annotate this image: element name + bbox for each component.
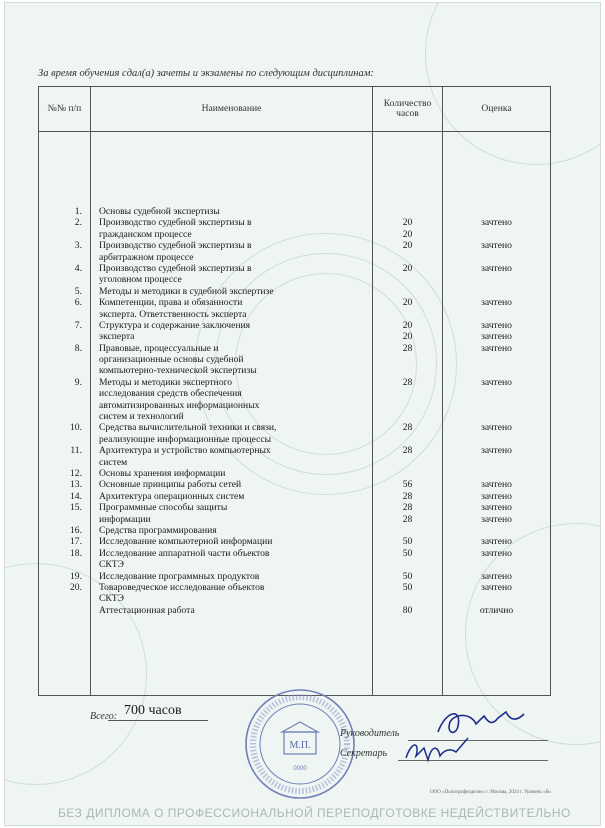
spacer	[39, 252, 90, 263]
grade-cell	[443, 400, 550, 411]
row-number	[39, 605, 90, 616]
hours-cell	[373, 400, 442, 411]
spacer	[39, 388, 90, 399]
row-number: 13.	[70, 479, 82, 491]
spacer	[39, 514, 90, 525]
grade-cell: зачтено	[481, 217, 512, 229]
subject-name: Основы хранения информации	[99, 467, 226, 479]
hours-cell	[373, 252, 442, 263]
hours-cell	[373, 525, 442, 536]
row-number: 19.	[70, 570, 82, 582]
grade-cell: зачтено	[481, 581, 512, 593]
grade-cell	[443, 274, 550, 285]
printer-note: ООО «Полиграфизделие» г. Москва, 2024 г. Уровень «В»	[430, 790, 552, 795]
spacer	[39, 309, 90, 320]
spacer	[39, 365, 90, 376]
subject-name: компьютерно-технической экспертизы	[99, 365, 257, 377]
name-column	[91, 132, 373, 696]
spacer	[39, 274, 90, 285]
header-num: №№ п/п	[39, 87, 91, 132]
row-number: 3.	[74, 240, 82, 252]
spacer	[39, 354, 90, 365]
subject-name: Структура и содержание заключения	[99, 319, 251, 331]
subject-name: реализующие информационные процессы	[99, 433, 272, 445]
grade-cell	[443, 593, 550, 604]
grade-cell: зачтено	[481, 376, 512, 388]
hours-cell: 28	[402, 376, 413, 388]
subject-name: Правовые, процессуальные и	[99, 342, 219, 354]
subject-name: Исследование программных продуктов	[99, 570, 260, 582]
hours-cell	[373, 309, 442, 320]
subject-name: Средства программирования	[99, 524, 217, 536]
hours-cell: 50	[402, 547, 413, 559]
grade-cell: зачтено	[481, 513, 512, 525]
hours-cell: 28	[402, 513, 413, 525]
hours-cell: 28	[402, 445, 413, 457]
hours-cell	[373, 286, 442, 297]
subject-name: Производство судебной экспертизы в	[99, 240, 252, 252]
spacer	[39, 411, 90, 422]
grade-cell	[443, 468, 550, 479]
grade-cell: зачтено	[481, 479, 512, 491]
validity-note: БЕЗ ДИПЛОМА О ПРОФЕССИОНАЛЬНОЙ ПЕРЕПОДГОТОВКЕ НЕДЕЙСТВИТЕЛЬНО	[58, 806, 571, 820]
subject-name: СКТЭ	[99, 593, 124, 605]
subject-name: эксперта. Ответственность эксперта	[99, 308, 247, 320]
subject-name: организационные основы судебной	[99, 354, 244, 366]
subject-name: систем и технологий	[99, 411, 184, 423]
hours-cell: 20	[402, 319, 413, 331]
grade-cell: зачтено	[481, 547, 512, 559]
header-hours: Количество часов	[373, 87, 443, 132]
hours-cell: 50	[402, 581, 413, 593]
secretary-signature	[402, 734, 474, 768]
row-number: 14.	[70, 490, 82, 502]
hours-cell	[373, 206, 442, 217]
subject-name: Методы и методики экспертного	[99, 376, 233, 388]
spacer	[39, 559, 90, 570]
grade-cell: зачтено	[481, 445, 512, 457]
grade-cell	[443, 434, 550, 445]
header-grade: Оценка	[443, 87, 551, 132]
grade-cell: зачтено	[481, 297, 512, 309]
grade-cell: зачтено	[481, 240, 512, 252]
grade-cell: зачтено	[481, 331, 512, 343]
hours-cell	[373, 434, 442, 445]
subject-name: Компетенции, права и обязанности	[99, 297, 243, 309]
hours-cell: 20	[402, 297, 413, 309]
grade-cell	[443, 252, 550, 263]
hours-cell: 20	[402, 240, 413, 252]
hours-cell	[373, 354, 442, 365]
row-number: 4.	[74, 262, 82, 274]
hours-cell: 50	[402, 570, 413, 582]
row-number: 7.	[74, 319, 82, 331]
subject-name: Производство судебной экспертизы в	[99, 262, 252, 274]
grade-cell	[443, 457, 550, 468]
grade-cell: зачтено	[481, 502, 512, 514]
subject-name: Исследование компьютерной информации	[99, 536, 273, 548]
grade-column	[443, 132, 551, 696]
hours-cell: 28	[402, 490, 413, 502]
subject-name: Архитектура операционных систем	[99, 490, 245, 502]
grade-cell: зачтено	[481, 342, 512, 354]
row-number: 9.	[74, 376, 82, 388]
subject-name: информации	[99, 513, 151, 525]
num-column	[39, 132, 91, 696]
hours-cell	[373, 411, 442, 422]
hours-cell	[373, 593, 442, 604]
hours-cell: 56	[402, 479, 413, 491]
total-underline	[108, 720, 208, 721]
hours-cell: 20	[402, 262, 413, 274]
subject-name: автоматизированных информационных	[99, 399, 260, 411]
hours-cell	[373, 388, 442, 399]
hours-cell: 20	[402, 228, 413, 240]
subject-name: Основы судебной экспертизы	[99, 206, 220, 217]
grade-cell: отлично	[479, 604, 514, 616]
subject-name: Программные способы защиты	[99, 502, 228, 514]
spacer	[39, 229, 90, 240]
grade-cell	[443, 229, 550, 240]
row-number: 5.	[74, 285, 82, 297]
row-number: 18.	[70, 547, 82, 559]
subject-name: уголовном процессе	[99, 274, 182, 286]
total-label: Всего:	[90, 711, 118, 722]
grade-cell	[443, 206, 550, 217]
row-number: 6.	[74, 297, 82, 309]
grade-cell	[443, 388, 550, 399]
row-number: 20.	[70, 581, 82, 593]
subject-name: гражданском процессе	[99, 228, 192, 240]
secretary-label: Секретарь	[340, 748, 388, 759]
spacer	[39, 457, 90, 468]
hours-cell: 28	[402, 502, 413, 514]
svg-text:0000: 0000	[293, 766, 307, 772]
hours-cell: 20	[402, 331, 413, 343]
stamp-label: М.П.	[289, 740, 311, 751]
row-number: 11.	[70, 445, 82, 457]
grade-cell	[443, 365, 550, 376]
hours-cell: 28	[402, 342, 413, 354]
hours-cell	[373, 468, 442, 479]
hours-cell	[373, 457, 442, 468]
grade-cell	[443, 354, 550, 365]
hours-cell: 80	[402, 604, 413, 616]
spacer	[39, 434, 90, 445]
grade-cell	[443, 559, 550, 570]
grade-cell: зачтено	[481, 490, 512, 502]
hours-cell: 28	[402, 422, 413, 434]
hours-cell: 50	[402, 536, 413, 548]
grade-cell: зачтено	[481, 319, 512, 331]
row-number: 8.	[74, 342, 82, 354]
grade-cell: зачтено	[481, 422, 512, 434]
subject-name: арбитражном процессе	[99, 251, 194, 263]
seal-stamp	[244, 688, 356, 800]
row-number: 16.	[70, 524, 82, 536]
grades-table	[38, 86, 551, 696]
spacer	[39, 331, 90, 342]
header-name: Наименование	[91, 87, 373, 132]
director-label: Руководитель	[340, 728, 400, 739]
subject-name: Средства вычислительной техники и связи,	[99, 422, 277, 434]
subject-name: эксперта	[99, 331, 135, 343]
subject-name: Основные принципы работы сетей	[99, 479, 242, 491]
row-number: 12.	[70, 467, 82, 479]
grade-cell: зачтено	[481, 536, 512, 548]
row-number: 10.	[70, 422, 82, 434]
hours-column	[373, 132, 443, 696]
grade-cell: зачтено	[481, 570, 512, 582]
total-value: 700 часов	[124, 703, 182, 718]
grade-cell	[443, 309, 550, 320]
grade-cell	[443, 525, 550, 536]
spacer	[39, 593, 90, 604]
subject-name: Аттестационная работа	[99, 604, 195, 616]
hours-cell	[373, 365, 442, 376]
grade-cell	[443, 286, 550, 297]
subject-name: Архитектура и устройство компьютерных	[99, 445, 271, 457]
spacer	[39, 400, 90, 411]
grade-cell	[443, 411, 550, 422]
hours-cell	[373, 274, 442, 285]
subject-name: исследования средств обеспечения	[99, 388, 242, 400]
hours-cell: 20	[402, 217, 413, 229]
subject-name: систем	[99, 456, 128, 468]
hours-cell	[373, 559, 442, 570]
subject-name: Методы и методики в судебной экспертизе	[99, 285, 274, 297]
subject-name: Исследование аппаратной части объектов	[99, 547, 270, 559]
grade-cell: зачтено	[481, 262, 512, 274]
subject-name: СКТЭ	[99, 559, 124, 571]
row-number: 2.	[74, 217, 82, 229]
row-number: 1.	[74, 206, 82, 217]
row-number: 17.	[70, 536, 82, 548]
intro-text: За время обучения сдал(а) зачеты и экзамены по следующим дисциплинам:	[38, 68, 374, 79]
row-number: 15.	[70, 502, 82, 514]
subject-name: Товароведческое исследование объектов	[99, 581, 265, 593]
subject-name: Производство судебной экспертизы в	[99, 217, 252, 229]
